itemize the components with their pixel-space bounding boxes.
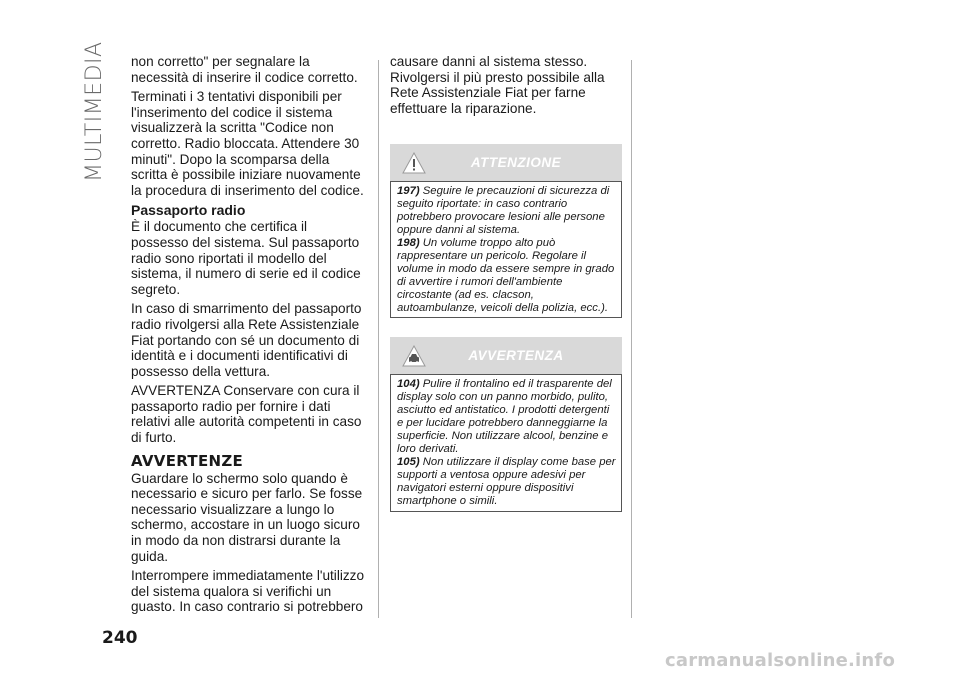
page-number: 240	[102, 628, 138, 648]
avvertenza-box	[390, 337, 622, 511]
car-warning-icon	[402, 345, 426, 367]
note-entry	[397, 237, 616, 314]
note-text: Un volume troppo alto può rappresentare un pericolo. Regolare il volume in modo da essere sempre in grado di avvertire i rumori dell'ambiente circostante (ad es. clacson, autoambulanze, veicoli della polizia, ecc.).	[397, 237, 615, 314]
heading-passaporto-radio: Passaporto radio	[131, 202, 246, 219]
paragraph: In caso di smarrimento del passaporto radio rivolgersi alla Rete Assistenziale Fiat portando con sé un documento di identità e i documenti identificativi di possesso della vettura.	[131, 301, 362, 379]
paragraph: È il documento che certifica il possesso del sistema. Sul passaporto radio sono riportati il modello del sistema, il numero di serie ed il codice segreto.	[131, 219, 361, 297]
avvertenza-header	[390, 337, 622, 374]
left-column	[131, 54, 367, 619]
paragraph: AVVERTENZA Conservare con cura il passaporto radio per fornire i dati relativi alle autorità competenti in caso di furto.	[131, 383, 362, 446]
paragraph: causare danni al sistema stesso. Rivolgersi il più presto possibile alla Rete Assistenziale Fiat per farne effettuare la riparazione.	[390, 54, 605, 116]
note-text: Seguire le precauzioni di sicurezza di seguito riportate: in caso contrario potrebbero provocare lesioni alle persone oppure danni al sistema.	[397, 185, 610, 237]
paragraph: Terminati i 3 tentativi disponibili per l'inserimento del codice il sistema visualizzerà la scritta "Codice non corretto. Radio bloccata. Attendere 30 minuti". Dopo la scomparsa della scritta è possibile iniziare nuovamente la procedura di inserimento del codice.	[131, 89, 364, 198]
avvertenza-title: AVVERTENZA	[468, 348, 564, 364]
paragraph: Interrompere immediatamente l'utilizzo del sistema qualora si verifichi un guasto. In caso contrario si potrebbero	[131, 568, 365, 615]
note-entry	[397, 378, 616, 455]
avvertenza-body-frame	[390, 374, 622, 511]
note-number: 104)	[397, 378, 420, 391]
attenzione-header	[390, 144, 622, 181]
avvertenza-body	[391, 375, 621, 510]
paragraph: non corretto" per segnalare la necessità di inserire il codice corretto.	[131, 54, 358, 85]
note-number: 198)	[397, 237, 420, 249]
heading-avvertenze: AVVERTENZE	[131, 451, 244, 470]
note-number: 105)	[397, 455, 420, 468]
note-number: 197)	[397, 185, 420, 198]
column-divider	[378, 60, 379, 618]
note-entry	[397, 185, 616, 237]
attenzione-body-frame	[390, 181, 622, 318]
attenzione-body	[391, 182, 621, 317]
note-text: Pulire il frontalino ed il trasparente del display solo con un panno morbido, pulito, asciutto ed antistatico. I prodotti detergenti e per lucidare potrebbero danneggiarne la superficie. Non utilizzare alcool, benzine e loro derivati.	[397, 378, 612, 455]
section-label: MULTIMEDIA	[82, 41, 107, 182]
watermark: carmanualsonline.info	[665, 650, 896, 671]
paragraph: Guardare lo schermo solo quando è necessario e sicuro per farlo. Se fosse necessario visualizzare a lungo lo schermo, accostare in un luogo sicuro in modo da non distrarsi durante la guida.	[131, 470, 363, 564]
note-text: Non utilizzare il display come base per supporti a ventosa oppure adesivi per navigatori esterni oppure dispositivi smartphone o simili.	[397, 455, 616, 507]
column-divider-right	[631, 60, 632, 618]
warning-triangle-icon	[402, 152, 426, 174]
attenzione-box	[390, 144, 622, 318]
note-entry	[397, 456, 616, 508]
right-column	[390, 54, 622, 512]
attenzione-title: ATTENZIONE	[470, 155, 562, 171]
